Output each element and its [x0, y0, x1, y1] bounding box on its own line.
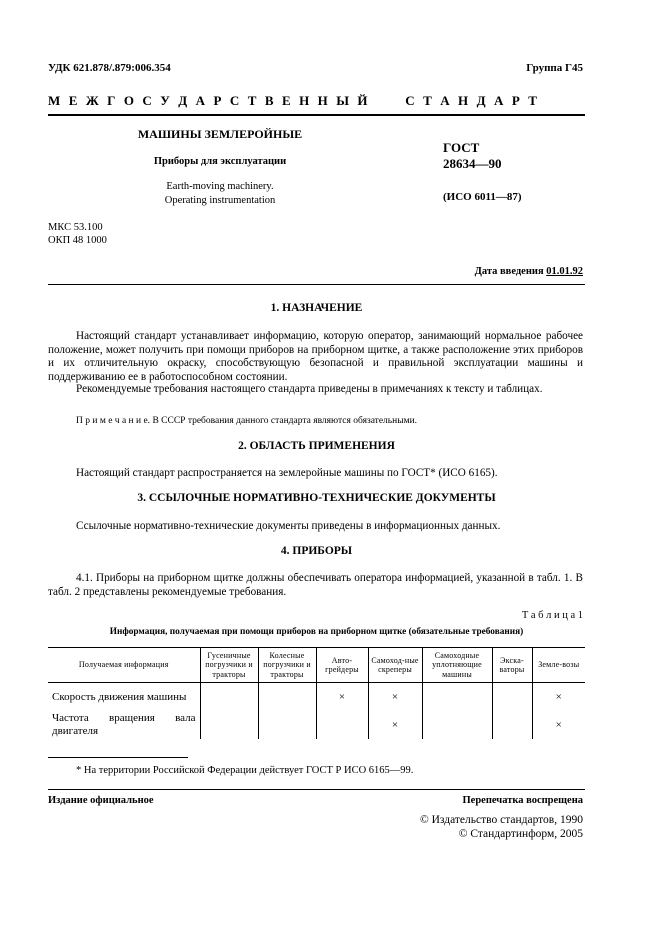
- table-header-cell: Авто-грейдеры: [316, 648, 368, 683]
- table-row: [48, 683, 585, 712]
- date-label: Дата введения: [474, 266, 544, 277]
- table-cell: ×: [532, 683, 585, 712]
- section-1-paragraph-1: Настоящий стандарт устанавливает информацию, которую оператор, занимающий нормальное рабочее положение, может получить при помощи приборов на приборном щитке, а также расположение этих приборов и их отличительную окраску, способствующую безопасной и правильной эксплуатации машины и поддерживанию ее в работоспособном состоянии.: [48, 330, 583, 383]
- footer-rule: [48, 789, 585, 790]
- table-cell: [200, 711, 258, 739]
- section-4-paragraph: 4.1. Приборы на приборном щитке должны обеспечивать оператора информацией, указанной в табл. 1. В табл. 2 представлены рекомендуемые требования.: [48, 572, 583, 598]
- mks-code: МКС 53.100: [48, 222, 103, 233]
- table-header-cell: Гусеничные погрузчики и тракторы: [200, 648, 258, 683]
- table-header-cell: Самоходные уплотняющие машины: [422, 648, 492, 683]
- english-title-line2: Operating instrumentation: [164, 195, 276, 206]
- udk-code: УДК 621.878/.879:006.354: [48, 62, 171, 74]
- interstate-standard-banner: М Е Ж Г О С У Д А Р С Т В Е Н Н Ы Й С Т А Н Д А Р Т: [48, 93, 540, 108]
- table-cell: [258, 711, 316, 739]
- table-1-caption: Информация, получаемая при помощи приборов на приборном щитке (обязательные требования): [109, 627, 524, 637]
- iso-reference: (ИСО 6011—87): [443, 191, 522, 203]
- introduction-date: [475, 266, 583, 277]
- table-1: [48, 648, 585, 739]
- note-text: В СССР требования данного стандарта являются обязательными.: [152, 416, 418, 426]
- date-rule: [48, 284, 585, 285]
- section-2-title: 2. ОБЛАСТЬ ПРИМЕНЕНИЯ: [238, 440, 395, 452]
- note: [76, 416, 417, 426]
- okp-code: ОКП 48 1000: [48, 235, 107, 246]
- table-header-cell: Земле-возы: [532, 648, 585, 683]
- section-1-paragraph-2: Рекомендуемые требования настоящего стандарта приведены в примечаниях к тексту и таблицах.: [76, 383, 543, 395]
- table-header-cell: Самоход-ные скреперы: [368, 648, 422, 683]
- footnote-rule: [48, 757, 188, 758]
- table-header-cell: Получаемая информация: [48, 648, 200, 683]
- footnote: * На территории Российской Федерации действует ГОСТ Р ИСО 6165—99.: [76, 765, 414, 776]
- table-cell: ×: [316, 683, 368, 712]
- table-cell: ×: [368, 683, 422, 712]
- date-value: 01.01.92: [546, 266, 583, 277]
- table-cell: ×: [368, 711, 422, 739]
- copyright-1990: © Издательство стандартов, 1990: [419, 814, 583, 826]
- section-4-title: 4. ПРИБОРЫ: [280, 545, 353, 557]
- group-code: Группа Г45: [526, 62, 583, 74]
- table-cell: [200, 683, 258, 712]
- section-2-paragraph: Настоящий стандарт распространяется на землеройные машины по ГОСТ* (ИСО 6165).: [76, 467, 498, 479]
- table-1-label: Т а б л и ц а 1: [521, 610, 583, 621]
- table-cell: [258, 683, 316, 712]
- table-header-row: [48, 648, 585, 683]
- table-cell: ×: [532, 711, 585, 739]
- table-cell: [316, 711, 368, 739]
- official-edition: Издание официальное: [48, 795, 154, 806]
- standard-title: МАШИНЫ ЗЕМЛЕРОЙНЫЕ: [137, 127, 303, 141]
- table-cell: [422, 683, 492, 712]
- section-3-title: 3. ССЫЛОЧНЫЕ НОРМАТИВНО-ТЕХНИЧЕСКИЕ ДОКУМЕНТЫ: [137, 492, 496, 504]
- table-cell: [492, 683, 532, 712]
- copyright-2005: © Стандартинформ, 2005: [458, 828, 583, 840]
- table-cell: [492, 711, 532, 739]
- header-rule: [48, 114, 585, 116]
- table-header-cell: Колесные погрузчики и тракторы: [258, 648, 316, 683]
- reprint-prohibited: Перепечатка воспрещена: [462, 795, 583, 806]
- note-label: П р и м е ч а н и е.: [76, 416, 151, 426]
- english-title-line1: Earth-moving machinery.: [166, 181, 274, 192]
- gost-number: 28634—90: [443, 156, 502, 171]
- gost-label: ГОСТ: [443, 140, 480, 155]
- table-row: [48, 711, 585, 739]
- table-cell: [422, 711, 492, 739]
- standard-subtitle: Приборы для эксплуатации: [153, 156, 287, 167]
- section-3-paragraph: Ссылочные нормативно-технические документы приведены в информационных данных.: [76, 520, 501, 532]
- table-header-cell: Экска-ваторы: [492, 648, 532, 683]
- table-cell-info: Скорость движения машины: [52, 690, 187, 703]
- section-1-title: 1. НАЗНАЧЕНИЕ: [270, 302, 363, 314]
- table-cell-info: Частота вращения вала двигателя: [52, 712, 196, 737]
